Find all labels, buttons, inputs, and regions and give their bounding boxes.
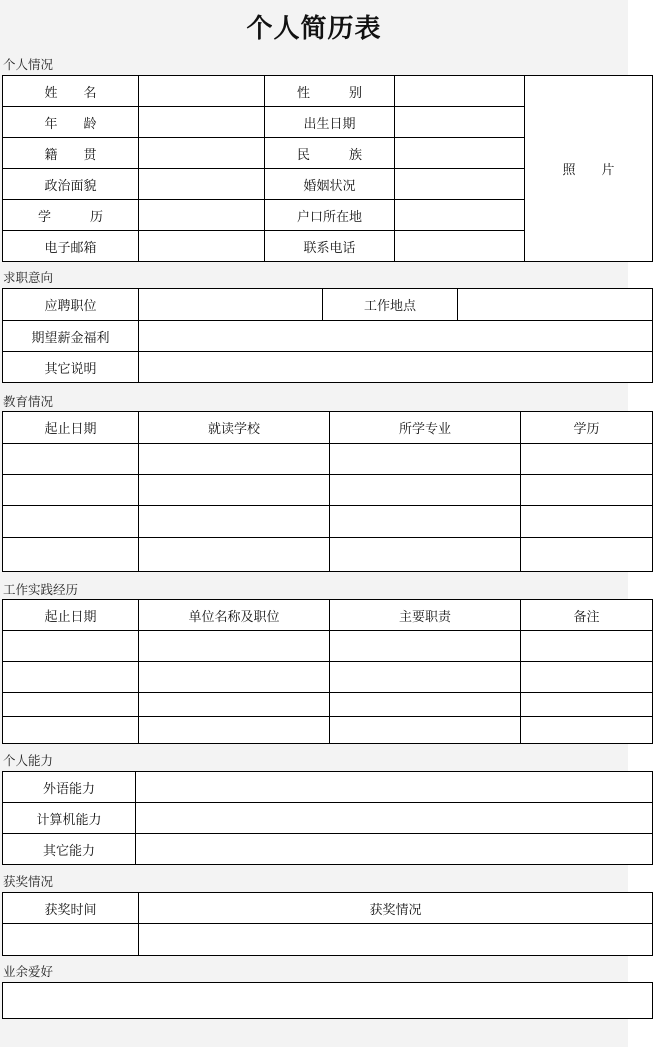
label-name: 姓 名 — [3, 76, 139, 107]
edu-cell[interactable] — [330, 506, 521, 538]
work-cell[interactable] — [521, 693, 653, 717]
edu-cell[interactable] — [521, 444, 653, 475]
work-experience-table — [2, 599, 653, 744]
field-gender[interactable] — [395, 76, 525, 107]
label-ethnic: 民 族 — [265, 138, 395, 169]
field-degree[interactable] — [139, 200, 265, 231]
job-intent-table — [2, 288, 653, 383]
edu-cell[interactable] — [139, 444, 330, 475]
field-expected-salary[interactable] — [139, 321, 653, 352]
awards-header-detail: 获奖情况 — [139, 893, 653, 924]
section-education-heading: 教育情况 — [3, 394, 54, 409]
work-cell[interactable] — [139, 693, 330, 717]
label-gender: 性 别 — [265, 76, 395, 107]
edu-cell[interactable] — [330, 444, 521, 475]
edu-header-dates: 起止日期 — [3, 412, 139, 444]
field-phone[interactable] — [395, 231, 525, 262]
ability-table — [2, 771, 653, 865]
work-cell[interactable] — [521, 662, 653, 693]
label-email: 电子邮箱 — [3, 231, 139, 262]
education-table — [2, 411, 653, 572]
edu-cell[interactable] — [521, 506, 653, 538]
table-row — [3, 717, 653, 744]
work-cell[interactable] — [330, 631, 521, 662]
section-awards-heading: 获奖情况 — [3, 874, 54, 889]
field-ethnic[interactable] — [395, 138, 525, 169]
edu-header-major: 所学专业 — [330, 412, 521, 444]
section-work-heading: 工作实践经历 — [3, 582, 79, 597]
label-marital-status: 婚姻状况 — [265, 169, 395, 200]
awards-cell[interactable] — [3, 924, 139, 956]
label-degree: 学 历 — [3, 200, 139, 231]
label-birth-date: 出生日期 — [265, 107, 395, 138]
section-intent-heading: 求职意向 — [3, 270, 54, 285]
label-other-notes: 其它说明 — [3, 352, 139, 383]
field-email[interactable] — [139, 231, 265, 262]
field-origin[interactable] — [139, 138, 265, 169]
field-other-skill[interactable] — [136, 834, 653, 865]
label-hukou: 户口所在地 — [265, 200, 395, 231]
field-political-status[interactable] — [139, 169, 265, 200]
work-cell[interactable] — [330, 717, 521, 744]
awards-cell[interactable] — [139, 924, 653, 956]
work-header-duties: 主要职责 — [330, 600, 521, 631]
edu-cell[interactable] — [139, 538, 330, 572]
field-position[interactable] — [139, 289, 323, 321]
work-cell[interactable] — [3, 717, 139, 744]
edu-cell[interactable] — [330, 538, 521, 572]
edu-cell[interactable] — [521, 538, 653, 572]
work-cell[interactable] — [139, 662, 330, 693]
field-name[interactable] — [139, 76, 265, 107]
field-marital-status[interactable] — [395, 169, 525, 200]
table-row — [3, 444, 653, 475]
label-phone: 联系电话 — [265, 231, 395, 262]
work-cell[interactable] — [3, 631, 139, 662]
table-row — [3, 631, 653, 662]
edu-cell[interactable] — [3, 538, 139, 572]
label-political-status: 政治面貌 — [3, 169, 139, 200]
field-hobby[interactable] — [3, 983, 653, 1019]
table-row — [3, 662, 653, 693]
photo-box[interactable]: 照 片 — [525, 76, 653, 262]
edu-cell[interactable] — [3, 444, 139, 475]
edu-header-degree: 学历 — [521, 412, 653, 444]
field-language-skill[interactable] — [136, 772, 653, 803]
edu-cell[interactable] — [3, 506, 139, 538]
work-header-remarks: 备注 — [521, 600, 653, 631]
field-birth-date[interactable] — [395, 107, 525, 138]
field-hukou[interactable] — [395, 200, 525, 231]
label-expected-salary: 期望薪金福利 — [3, 321, 139, 352]
label-age: 年 龄 — [3, 107, 139, 138]
field-other-notes[interactable] — [139, 352, 653, 383]
work-header-dates: 起止日期 — [3, 600, 139, 631]
table-row — [3, 924, 653, 956]
field-age[interactable] — [139, 107, 265, 138]
work-header-company: 单位名称及职位 — [139, 600, 330, 631]
awards-table — [2, 892, 653, 956]
label-position: 应聘职位 — [3, 289, 139, 321]
label-work-location: 工作地点 — [323, 289, 458, 321]
edu-cell[interactable] — [521, 475, 653, 506]
hobby-table — [2, 982, 653, 1019]
awards-header-time: 获奖时间 — [3, 893, 139, 924]
field-work-location[interactable] — [458, 289, 653, 321]
section-hobby-heading: 业余爱好 — [3, 964, 54, 979]
label-language-skill: 外语能力 — [3, 772, 136, 803]
edu-cell[interactable] — [3, 475, 139, 506]
table-row — [3, 693, 653, 717]
work-cell[interactable] — [521, 631, 653, 662]
work-cell[interactable] — [3, 662, 139, 693]
field-computer-skill[interactable] — [136, 803, 653, 834]
work-cell[interactable] — [139, 631, 330, 662]
work-cell[interactable] — [330, 662, 521, 693]
table-row — [3, 506, 653, 538]
work-cell[interactable] — [521, 717, 653, 744]
work-cell[interactable] — [330, 693, 521, 717]
table-row — [3, 475, 653, 506]
edu-cell[interactable] — [139, 475, 330, 506]
personal-info-table — [2, 75, 653, 262]
label-other-skill: 其它能力 — [3, 834, 136, 865]
edu-header-school: 就读学校 — [139, 412, 330, 444]
label-computer-skill: 计算机能力 — [3, 803, 136, 834]
table-row — [3, 538, 653, 572]
section-ability-heading: 个人能力 — [3, 753, 54, 768]
section-personal-heading: 个人情况 — [3, 57, 54, 72]
work-cell[interactable] — [139, 717, 330, 744]
edu-cell[interactable] — [330, 475, 521, 506]
page-title: 个人简历表 — [246, 14, 382, 44]
label-origin: 籍 贯 — [3, 138, 139, 169]
edu-cell[interactable] — [139, 506, 330, 538]
work-cell[interactable] — [3, 693, 139, 717]
